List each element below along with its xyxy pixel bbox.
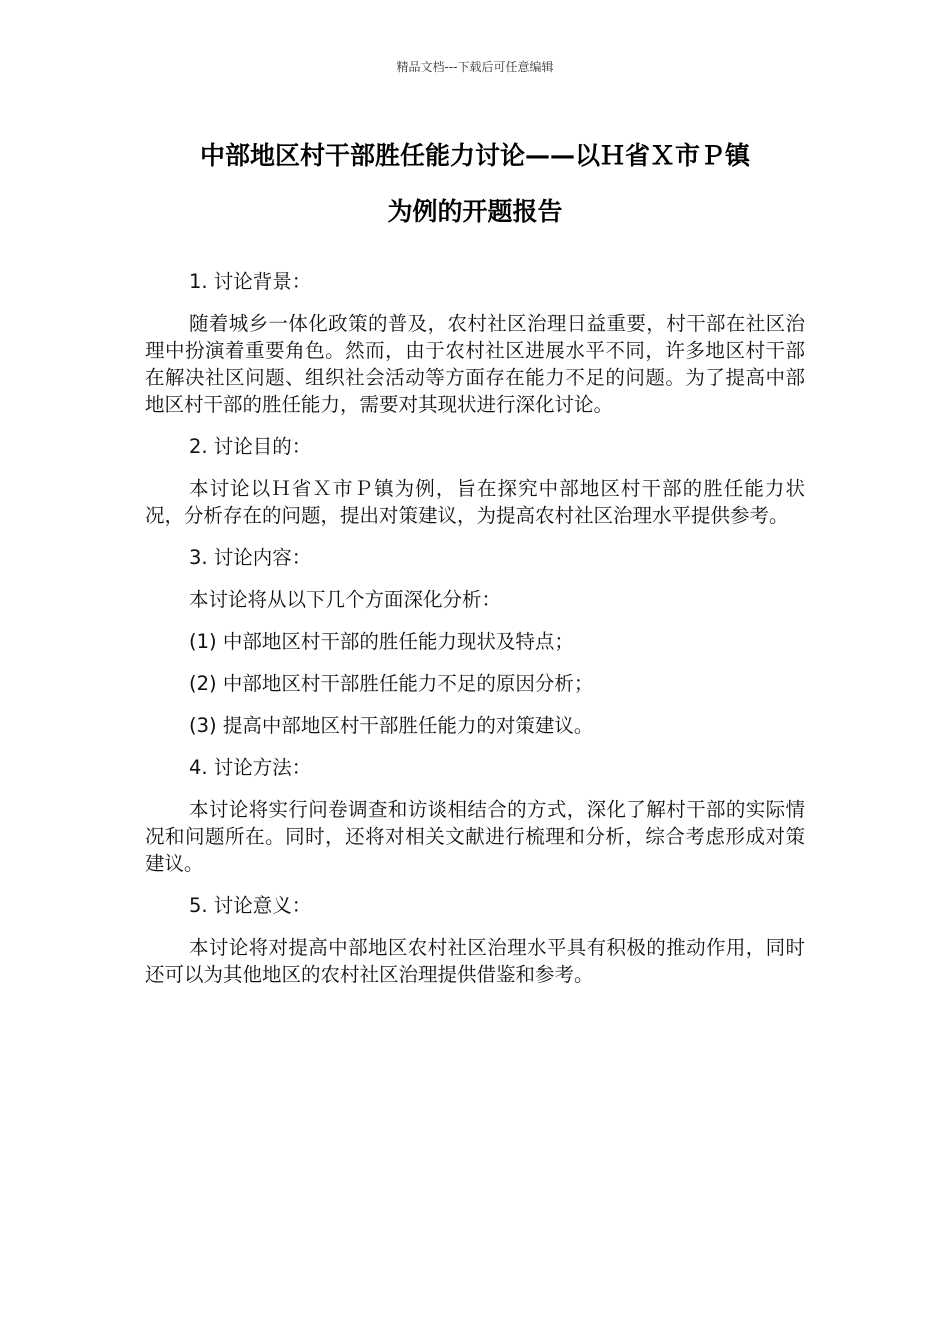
section-heading-purpose: 2. 讨论目的： xyxy=(189,435,312,458)
list-item: (3) 提高中部地区村干部胜任能力的对策建议。 xyxy=(189,714,594,737)
section-intro-content: 本讨论将从以下几个方面深化分析： xyxy=(189,588,502,611)
section-text-method: 本讨论将实行问卷调查和访谈相结合的方式，深化了解村干部的实际情况和问题所在。同时，还将对相关文献进行梳理和分析，综合考虑形成对策建议。 xyxy=(145,798,805,875)
document-title xyxy=(145,128,805,240)
section-text-purpose: 本讨论以Ｈ省Ｘ市Ｐ镇为例，旨在探究中部地区村干部的胜任能力状况，分析存在的问题，提出对策建议，为提高农村社区治理水平提供参考。 xyxy=(145,477,805,527)
section-heading-method: 4. 讨论方法： xyxy=(189,756,312,779)
list-item: (1) 中部地区村干部的胜任能力现状及特点； xyxy=(189,630,574,653)
section-heading-content: 3. 讨论内容： xyxy=(189,546,312,569)
section-heading-background: 1. 讨论背景： xyxy=(189,270,312,293)
title-line-1: 中部地区村干部胜任能力讨论——以Ｈ省Ｘ市Ｐ镇 xyxy=(199,141,750,170)
list-item: (2) 中部地区村干部胜任能力不足的原因分析； xyxy=(189,672,594,695)
section-text-background: 随着城乡一体化政策的普及，农村社区治理日益重要，村干部在社区治理中扮演着重要角色。然而，由于农村社区进展水平不同，许多地区村干部在解决社区问题、组织社会活动等方面存在能力不足的问题。为了提高中部地区村干部的胜任能力，需要对其现状进行深化讨论。 xyxy=(145,312,805,416)
document-body xyxy=(145,268,805,988)
header-note: 精品文档---下载后可任意编辑 xyxy=(396,60,554,74)
section-text-significance: 本讨论将对提高中部地区农村社区治理水平具有积极的推动作用，同时还可以为其他地区的农村社区治理提供借鉴和参考。 xyxy=(145,936,805,986)
title-line-2: 为例的开题报告 xyxy=(387,197,563,226)
section-heading-significance: 5. 讨论意义： xyxy=(189,894,312,917)
